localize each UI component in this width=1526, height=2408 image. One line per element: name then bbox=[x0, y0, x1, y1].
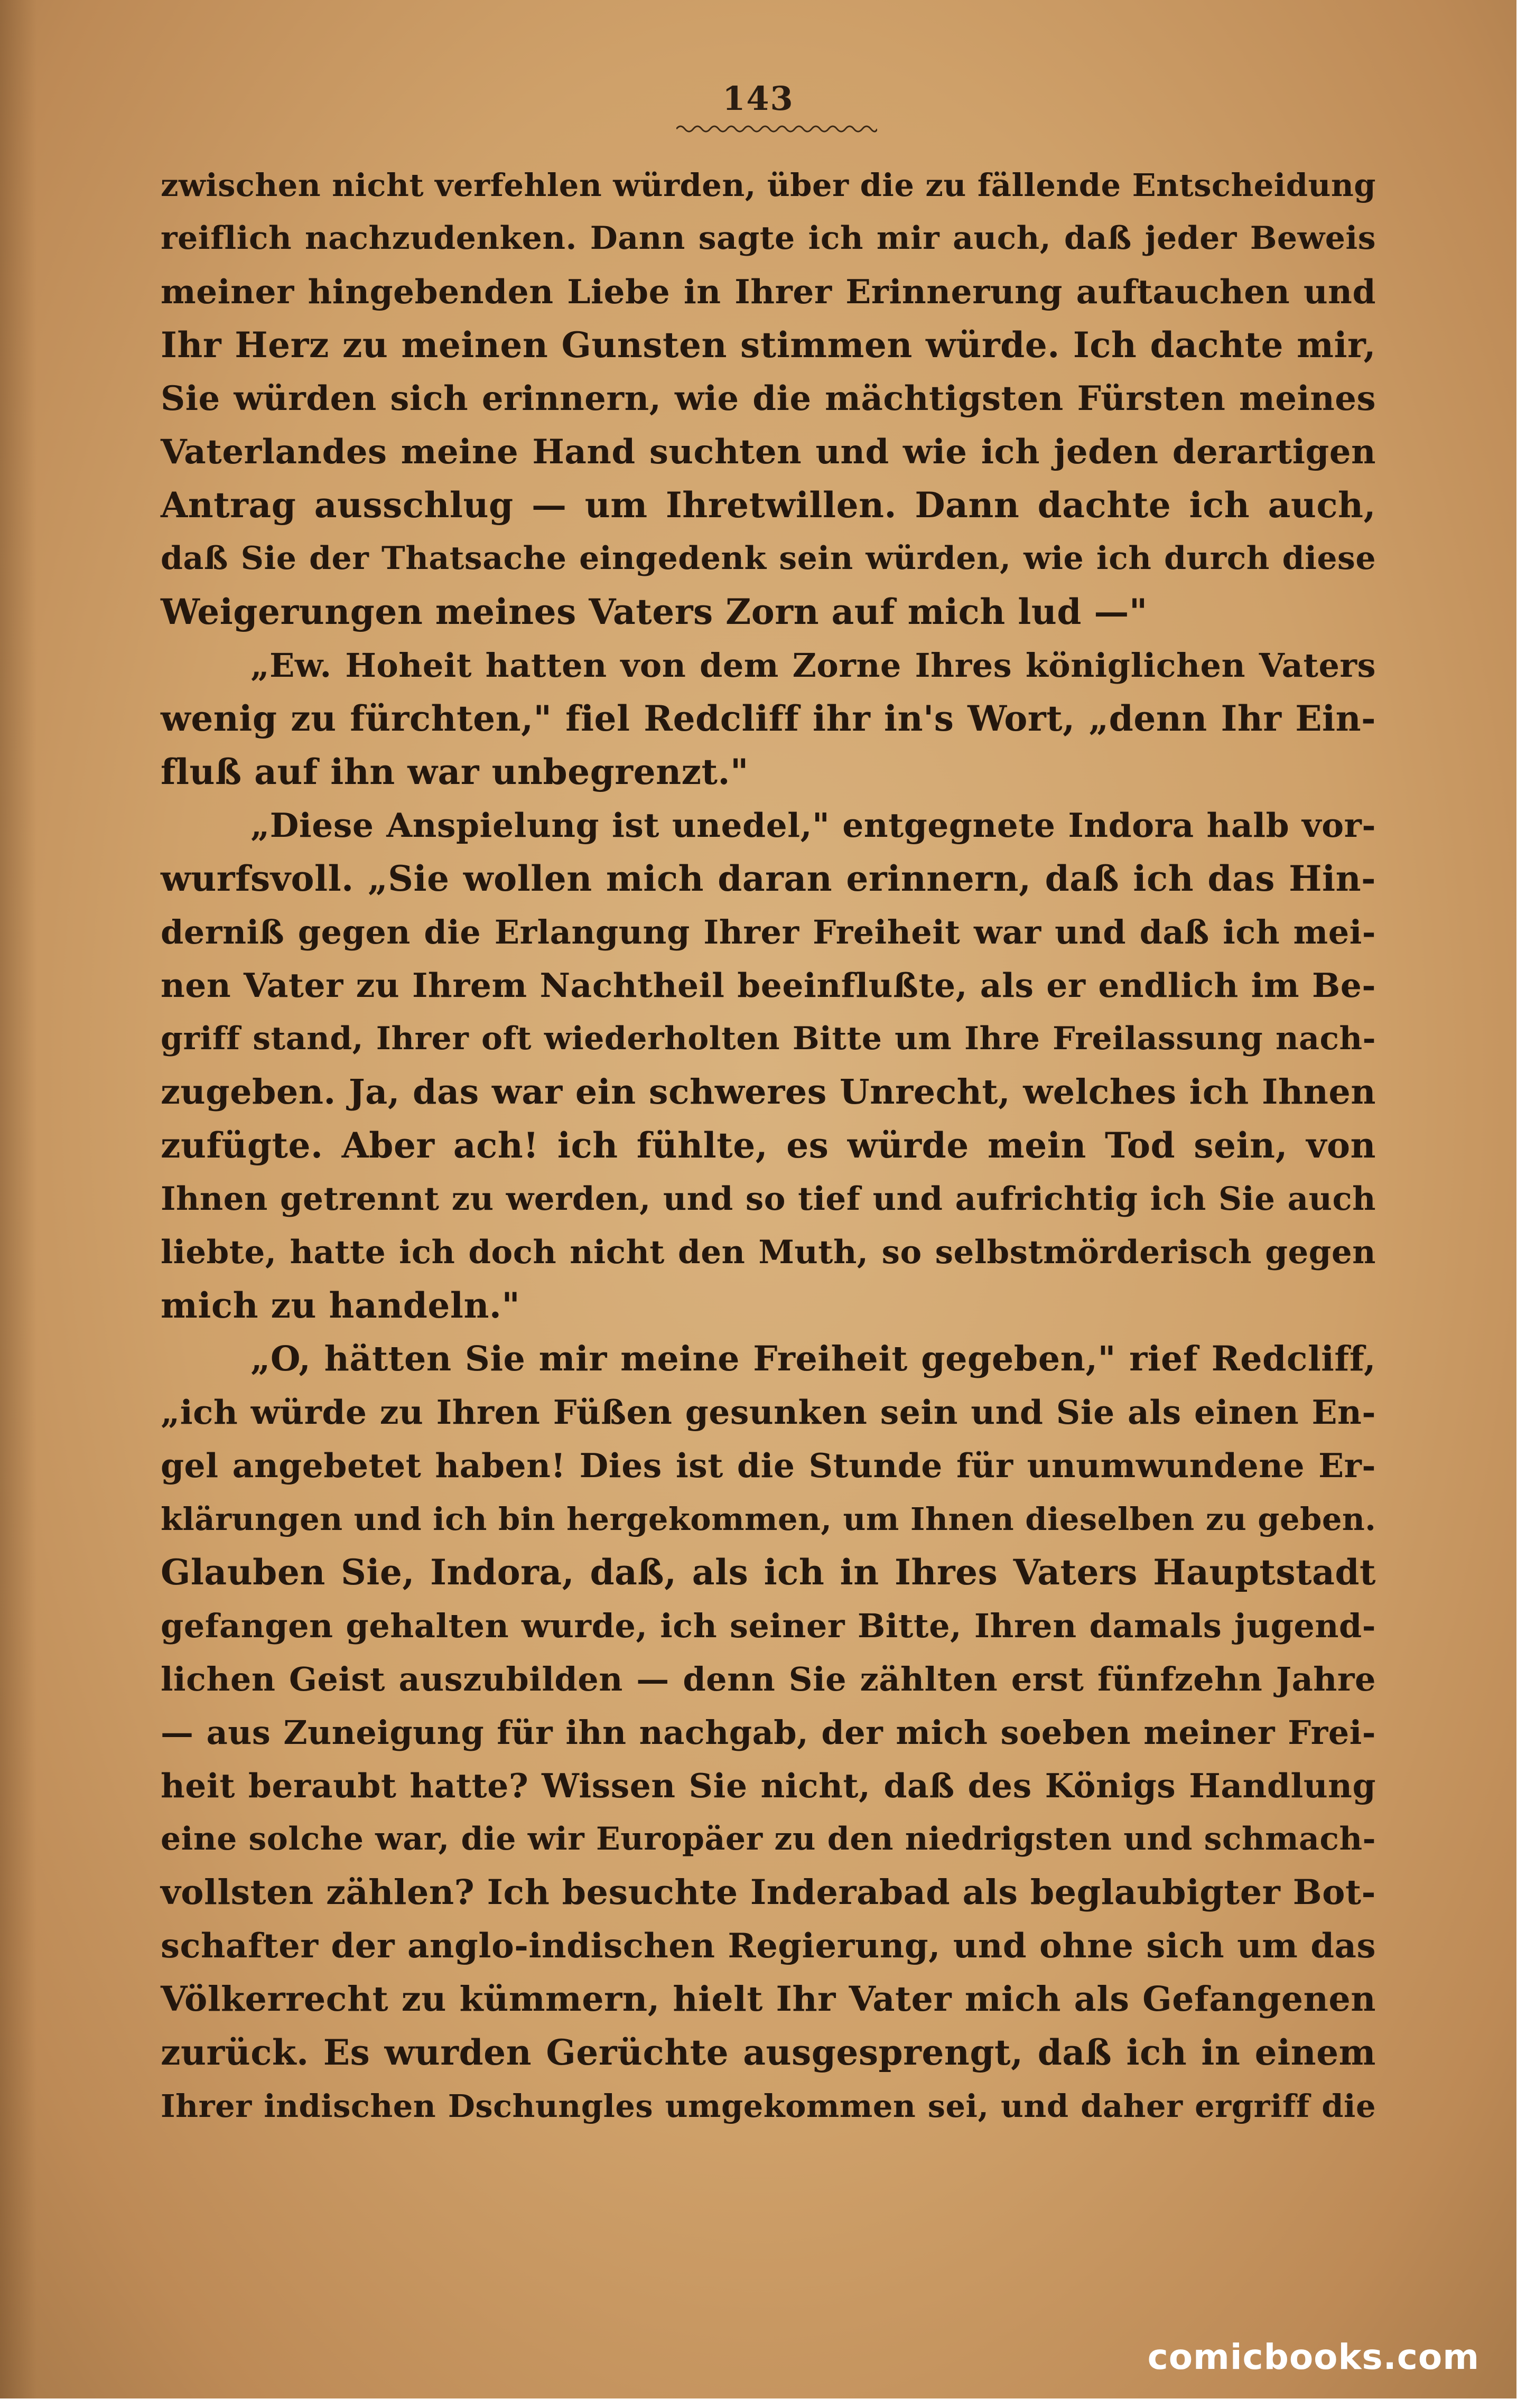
text-line: eine solche war, die wir Europäer zu den niedrigsten und schmach- bbox=[161, 1821, 1376, 1858]
text-line: lichen Geist auszubilden — denn Sie zählten erst fünfzehn Jahre bbox=[161, 1660, 1376, 1698]
text-line: zwischen nicht verfehlen würden, über die zu fällende Entscheidung bbox=[161, 167, 1376, 203]
text-line: Antrag ausschlug — um Ihretwillen. Dann dachte ich auch, bbox=[161, 484, 1376, 526]
text-line: zurück. Es wurden Gerüchte ausgesprengt, daß ich in einem bbox=[161, 2032, 1376, 2073]
text-line: Ihr Herz zu meinen Gunsten stimmen würde. Ich dachte mir, bbox=[161, 324, 1376, 366]
text-line: — aus Zuneigung für ihn nachgab, der mich soeben meiner Frei- bbox=[161, 1713, 1376, 1752]
text-line: reiflich nachzudenken. Dann sagte ich mir auch, daß jeder Beweis bbox=[161, 220, 1376, 257]
text-line: Völkerrecht zu kümmern, hielt Ihr Vater mich als Gefangenen bbox=[161, 1979, 1376, 2019]
text-line: mich zu handeln." bbox=[161, 1285, 520, 1326]
text-line: liebte, hatte ich doch nicht den Muth, so selbstmörderisch gegen bbox=[161, 1234, 1376, 1271]
text-line: „Ew. Hoheit hatten von dem Zorne Ihres königlichen Vaters bbox=[250, 646, 1376, 685]
text-line: zugeben. Ja, das war ein schweres Unrecht, welches ich Ihnen bbox=[161, 1072, 1376, 1112]
text-line: „ich würde zu Ihren Füßen gesunken sein und Sie als einen En- bbox=[161, 1393, 1376, 1432]
text-line: meiner hingebenden Liebe in Ihrer Erinnerung auftauchen und bbox=[161, 272, 1376, 311]
text-line: Sie würden sich erinnern, wie die mächtigsten Fürsten meines bbox=[161, 379, 1376, 418]
spine-shadow bbox=[0, 0, 37, 2398]
text-line: Glauben Sie, Indora, daß, als ich in Ihres Vaters Hauptstadt bbox=[161, 1552, 1376, 1593]
text-line: vollsten zählen? Ich besuchte Inderabad als beglaubigter Bot- bbox=[161, 1872, 1376, 1912]
text-line: nen Vater zu Ihrem Nachtheil beeinflußte, als er endlich im Be- bbox=[161, 966, 1376, 1005]
text-line: fluß auf ihn war unbegrenzt." bbox=[161, 751, 749, 792]
text-line: „Diese Anspielung ist unedel," entgegnete Indora halb vor- bbox=[250, 806, 1376, 845]
text-line: wurfsvoll. „Sie wollen mich daran erinnern, daß ich das Hin- bbox=[161, 858, 1376, 899]
text-line: schafter der anglo-indischen Regierung, und ohne sich um das bbox=[161, 1926, 1376, 1966]
text-line: Weigerungen meines Vaters Zorn auf mich lud —" bbox=[161, 591, 1148, 632]
text-line: griff stand, Ihrer oft wiederholten Bitte um Ihre Freilassung nach- bbox=[161, 1020, 1376, 1057]
body-text bbox=[161, 158, 1376, 2133]
text-line: zufügte. Aber ach! ich fühlte, es würde mein Tod sein, von bbox=[161, 1125, 1376, 1166]
text-line: „O, hätten Sie mir meine Freiheit gegeben," rief Redcliff, bbox=[250, 1339, 1376, 1379]
text-line: derniß gegen die Erlangung Ihrer Freiheit war und daß ich mei- bbox=[161, 913, 1376, 951]
text-line: wenig zu fürchten," fiel Redcliff ihr in's Wort, „denn Ihr Ein- bbox=[161, 698, 1376, 739]
text-line: Vaterlandes meine Hand suchten und wie ich jeden derartigen bbox=[161, 432, 1376, 472]
text-line: gel angebetet haben! Dies ist die Stunde für unumwundene Er- bbox=[161, 1446, 1376, 1485]
ornament-divider bbox=[676, 123, 877, 133]
text-line: Ihnen getrennt zu werden, und so tief und aufrichtig ich Sie auch bbox=[161, 1180, 1376, 1218]
text-line: daß Sie der Thatsache eingedenk sein würden, wie ich durch diese bbox=[161, 540, 1376, 577]
text-line: heit beraubt hatte? Wissen Sie nicht, daß des Königs Handlung bbox=[161, 1766, 1376, 1805]
page-number: 143 bbox=[722, 79, 794, 118]
text-line: Ihrer indischen Dschungles umgekommen sei, und daher ergriff die bbox=[161, 2088, 1376, 2124]
watermark: comicbooks.com bbox=[1147, 2337, 1480, 2377]
text-line: gefangen gehalten wurde, ich seiner Bitte, Ihren damals jugend- bbox=[161, 1607, 1376, 1645]
text-line: klärungen und ich bin hergekommen, um Ihnen dieselben zu geben. bbox=[161, 1501, 1376, 1537]
